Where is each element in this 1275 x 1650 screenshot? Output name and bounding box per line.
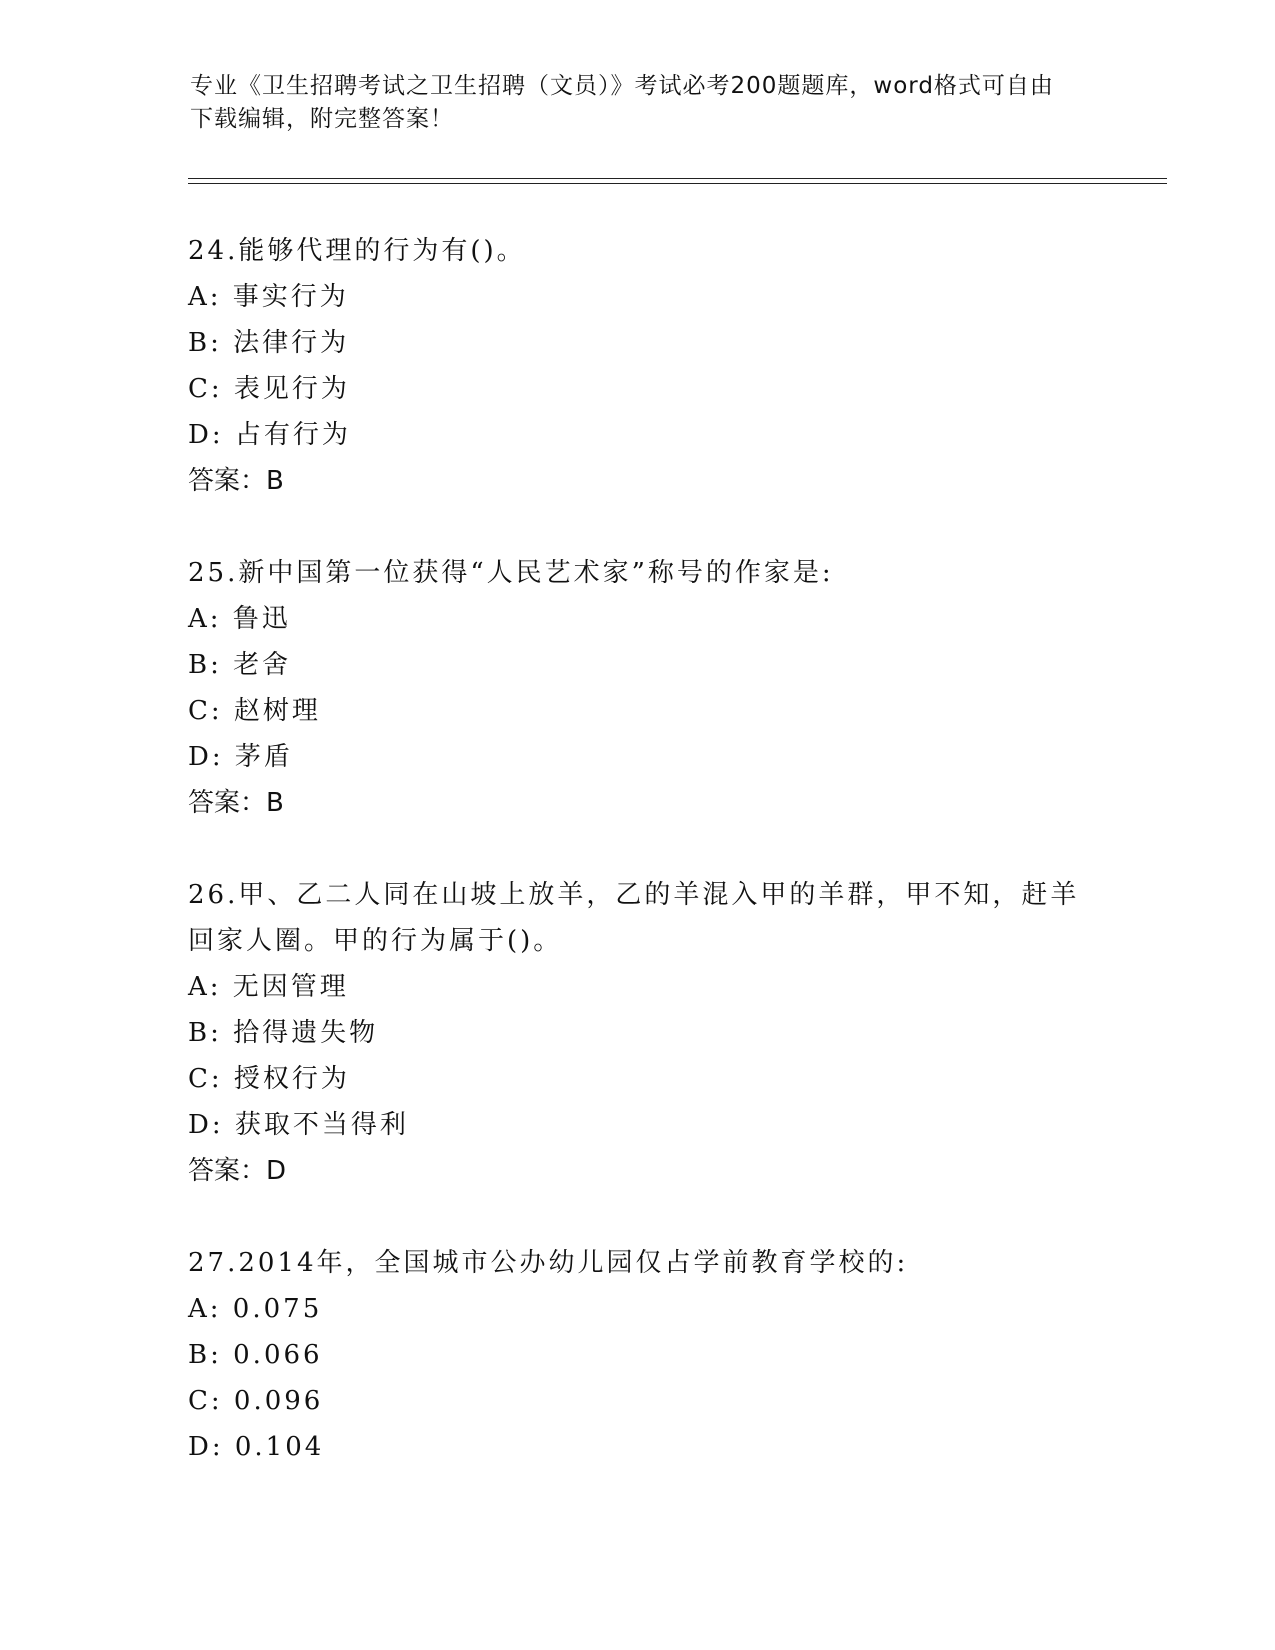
option-a: A: 0.075 xyxy=(188,1294,323,1324)
option-c: C: 授权行为 xyxy=(188,1064,350,1094)
question-27 xyxy=(188,1240,1088,1470)
question-stem: 25.新中国第一位获得“人民艺术家”称号的作家是: xyxy=(188,558,834,588)
question-stem: 27.2014年，全国城市公办幼儿园仅占学前教育学校的: xyxy=(188,1248,909,1278)
question-25 xyxy=(188,550,1088,826)
question-stem: 26.甲、乙二人同在山坡上放羊，乙的羊混入甲的羊群，甲不知，赶羊回家人圈。甲的行为属于()。 xyxy=(188,880,1080,956)
option-d: D: 0.104 xyxy=(188,1432,325,1462)
option-c: C: 表见行为 xyxy=(188,374,350,404)
option-d: D: 获取不当得利 xyxy=(188,1110,409,1140)
answer-line: 答案：B xyxy=(188,788,284,818)
option-a: A: 鲁迅 xyxy=(188,604,291,634)
question-stem: 24.能够代理的行为有()。 xyxy=(188,236,526,266)
document-header: 专业《卫生招聘考试之卫生招聘（文员）》考试必考200题题库，word格式可自由下载编辑，附完整答案！ xyxy=(190,73,1054,132)
option-b: B: 拾得遗失物 xyxy=(188,1018,379,1048)
option-d: D: 占有行为 xyxy=(188,420,351,450)
option-b: B: 老舍 xyxy=(188,650,292,680)
option-b: B: 0.066 xyxy=(188,1340,323,1370)
option-b: B: 法律行为 xyxy=(188,328,350,358)
option-d: D: 茅盾 xyxy=(188,742,293,772)
option-c: C: 0.096 xyxy=(188,1386,324,1416)
question-26 xyxy=(188,872,1088,1194)
question-24 xyxy=(188,228,1088,504)
option-c: C: 赵树理 xyxy=(188,696,321,726)
question-list xyxy=(188,228,1088,1516)
answer-line: 答案：B xyxy=(188,466,284,496)
option-a: A: 无因管理 xyxy=(188,972,349,1002)
answer-line: 答案：D xyxy=(188,1156,287,1186)
option-a: A: 事实行为 xyxy=(188,282,349,312)
header-rule-bottom xyxy=(188,183,1167,184)
header-rule-top xyxy=(188,178,1167,179)
